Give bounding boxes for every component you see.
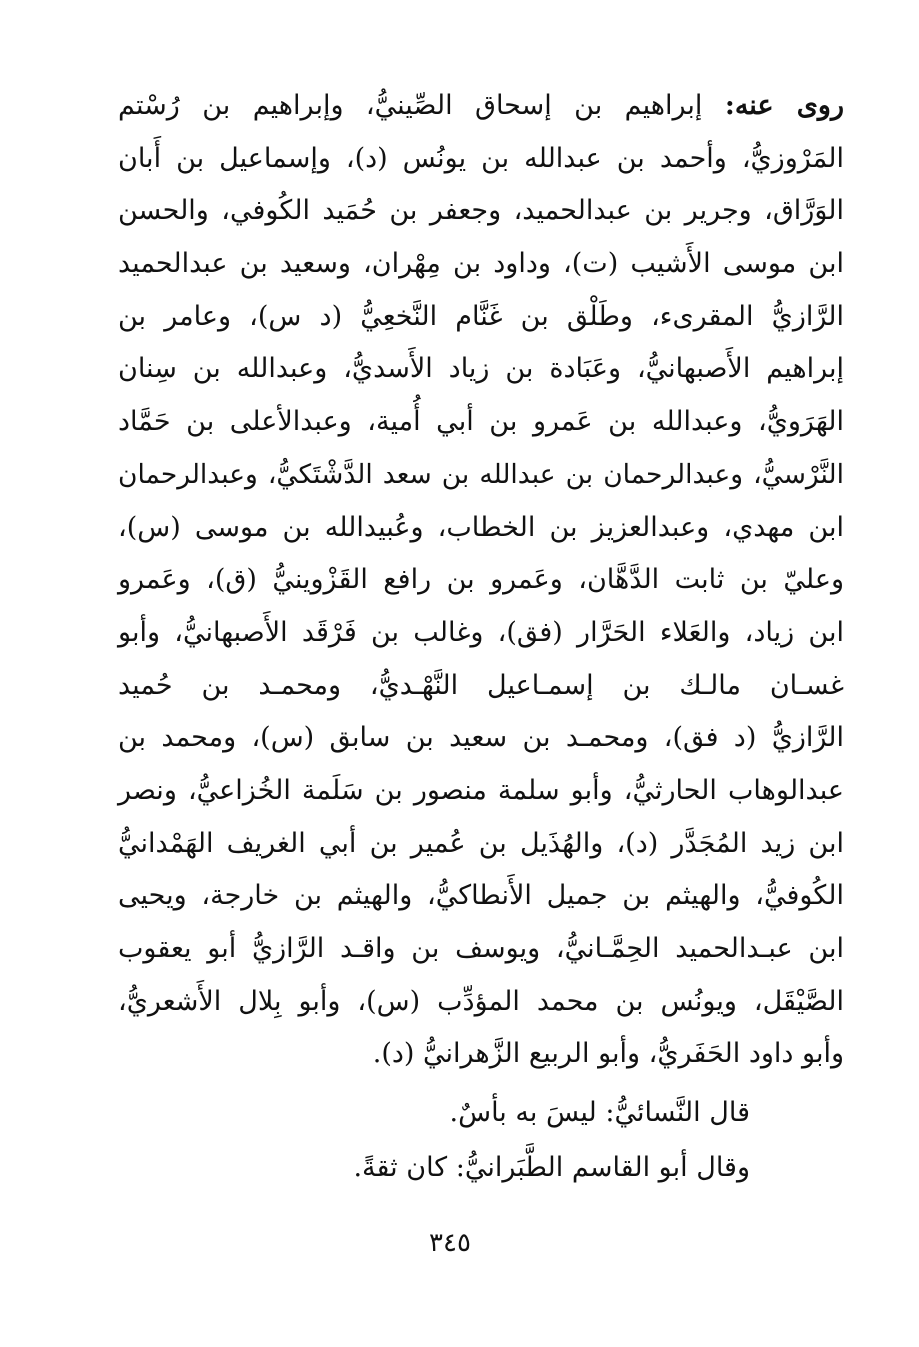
narrators-line: ابن زيد المُجَدَّر (د)، والهُذَيل بن عُمير بن أبي الغريف الهَمْدانيُّ (118, 827, 844, 859)
narrators-line: غسـان مالـك بن إسمـاعيل النَّهْـديُّ، ومحمـد بن حُميد (118, 669, 844, 701)
saying-tabarani: وقال أبو القاسم الطَّبَرانيُّ: كان ثقةً. (353, 1152, 750, 1183)
narrators-line: إبراهيم الأَصبهانيُّ، وعَبَادة بن زياد الأَسديُّ، وعبدالله بن سِنان (118, 353, 844, 385)
page-number: ٣٤٥ (429, 1228, 471, 1258)
narrators-line: عبدالوهاب الحارثيُّ، وأبو سلمة منصور بن سَلَمة الخُزاعيُّ، ونصر (118, 774, 844, 806)
narrators-line: الرَّازيُّ (د فق)، ومحمـد بن سعيد بن سابق (س)، ومحمد بن (118, 722, 844, 754)
narrators-lead-label: روى عنه: (724, 90, 845, 121)
narrators-line-final: وأبو داود الحَفَريُّ، وأبو الربيع الزَّهرانيُّ (د). (372, 1038, 844, 1070)
narrators-paragraph (118, 80, 844, 1081)
narrators-line: الهَرَويُّ، وعبدالله بن عَمرو بن أبي أُمية، وعبدالأعلى بن حَمَّاد (118, 406, 844, 438)
narrators-line: ابن زياد، والعَلاء الحَرَّار (فق)، وغالب بن فَرْقَد الأَصبهانيُّ، وأبو (118, 616, 844, 648)
narrators-line: ابن عبـدالحميد الحِمَّـانيُّ، ويوسف بن واقـد الرَّازيُّ أبو يعقوب (118, 933, 844, 964)
narrators-line: الوَرَّاق، وجرير بن عبدالحميد، وجعفر بن حُمَيد الكُوفي، والحسن (118, 195, 844, 227)
narrators-line: الصَّيْقَل، ويونُس بن محمد المؤدِّب (س)، وأبو بِلال الأَشعريُّ، (118, 985, 844, 1017)
narrators-line: ابن موسى الأَشيب (ت)، وداود بن مِهْران، وسعيد بن عبدالحميد (118, 248, 844, 280)
saying-nasai: قال النَّسائيُّ: ليسَ به بأسٌ. (449, 1097, 750, 1128)
narrators-line: المَرْوزيُّ، وأحمد بن عبدالله بن يونُس (د)، وإسماعيل بن أَبان (118, 142, 844, 174)
narrators-line: ابن مهدي، وعبدالعزيز بن الخطاب، وعُبيدالله بن موسى (س)، (118, 511, 844, 543)
narrators-line-1 (118, 80, 844, 133)
scholar-opinions (118, 1085, 844, 1195)
narrators-line: الكُوفيُّ، والهيثم بن جميل الأَنطاكيُّ، والهيثم بن خارجة، ويحيى (118, 880, 844, 912)
narrators-first-line-text: إبراهيم بن إسحاق الصِّينيُّ، وإبراهيم بن رُسْتم (118, 90, 703, 121)
narrators-line: النَّرْسيُّ، وعبدالرحمان بن عبدالله بن سعد الدَّشْتَكيُّ، وعبدالرحمان (118, 458, 844, 490)
narrators-line: وعليّ بن ثابت الدَّهَّان، وعَمرو بن رافع القَزْوينيُّ (ق)، وعَمرو (118, 564, 844, 596)
narrators-line: الرَّازيُّ المقرىء، وطَلْق بن غَنَّام النَّخعِيُّ (د س)، وعامر بن (118, 300, 844, 332)
